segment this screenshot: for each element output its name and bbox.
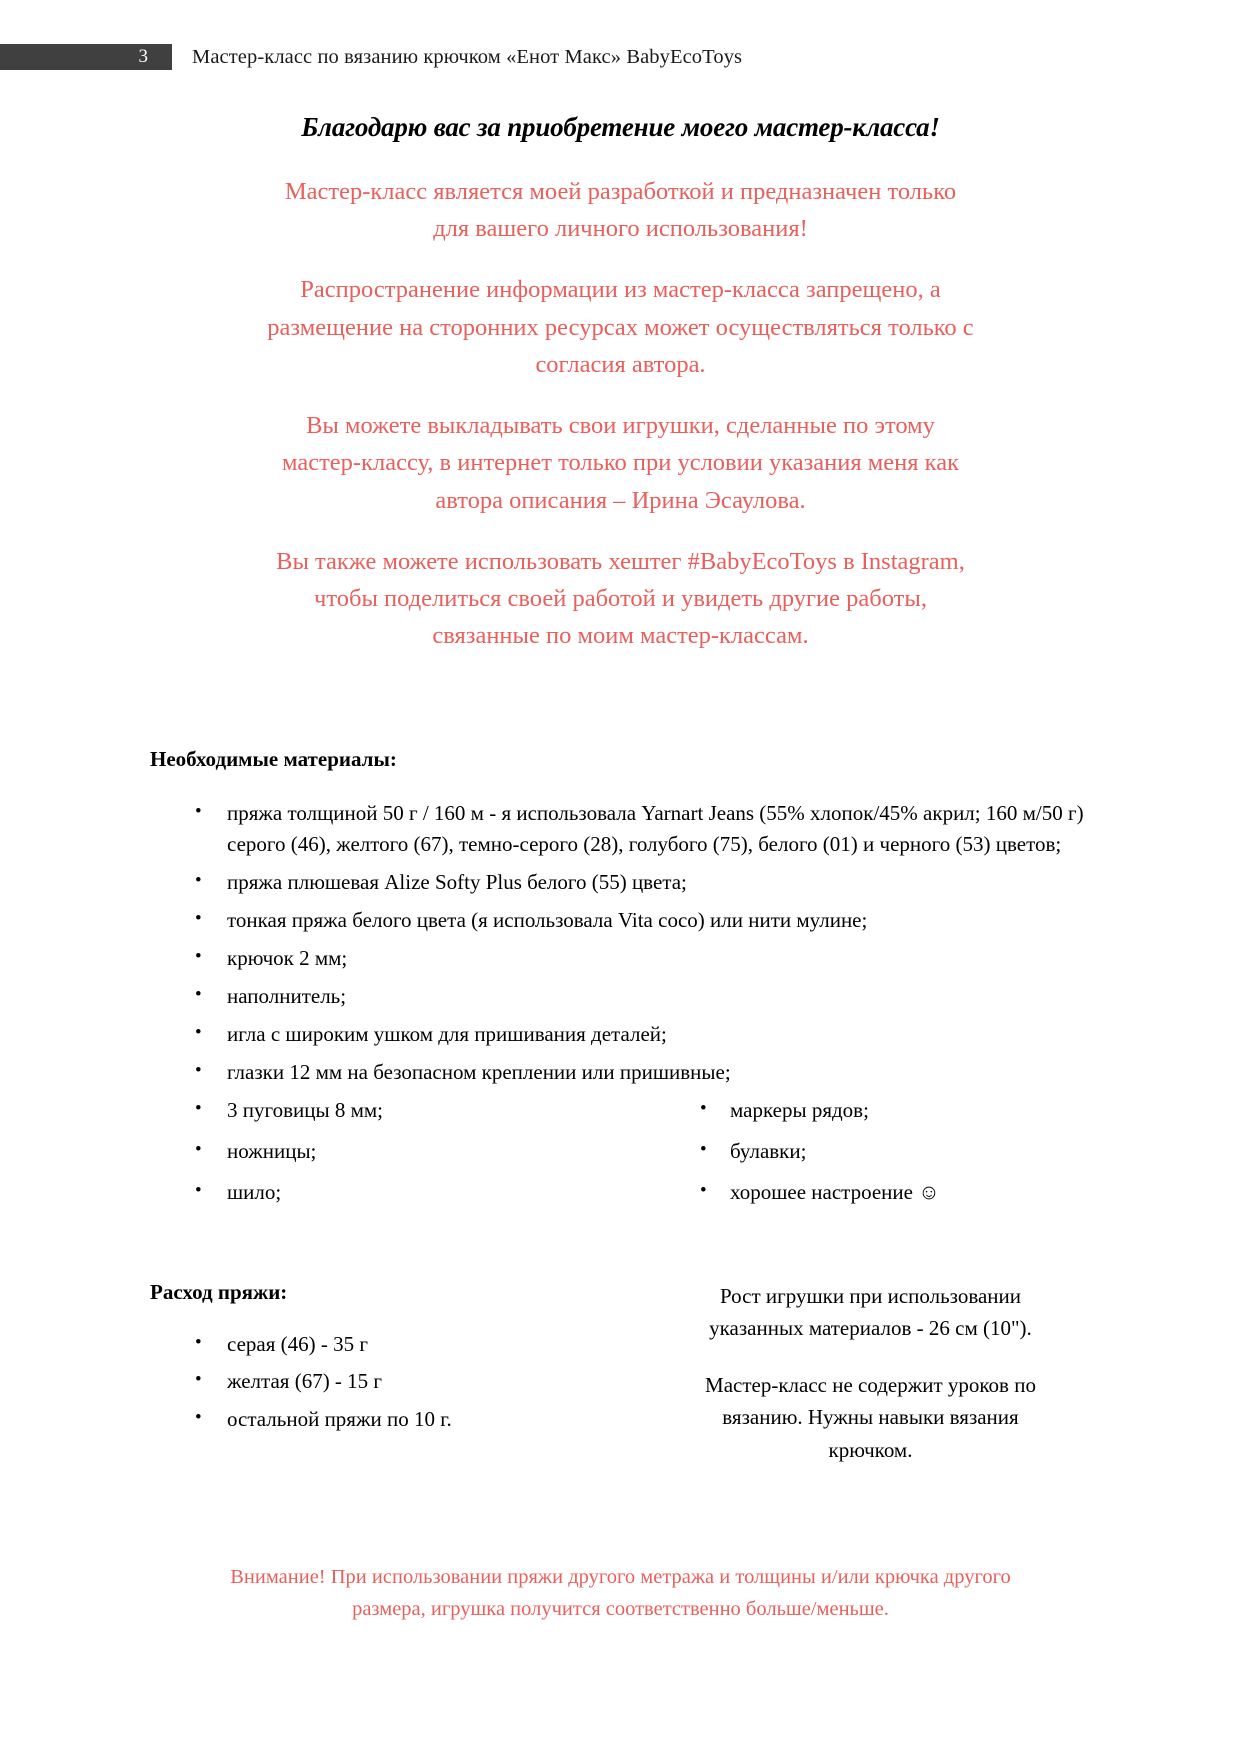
notice-p4-line2: чтобы поделиться своей работой и увидеть другие работы, (314, 585, 927, 613)
yarn-usage-block (150, 1280, 650, 1467)
side-note-skills (650, 1369, 1091, 1467)
notice-p2-line2: размещение на сторонних ресурсах может осуществляться только с (267, 313, 974, 341)
notice-p3-line3: автора описания – Ирина Эсаулова. (435, 486, 806, 514)
list-item: • серая (46) - 35 г (150, 1329, 650, 1361)
notice-p3-line2: мастер-классу, в интернет только при условии указания меня как (282, 449, 959, 477)
running-header (0, 44, 1241, 70)
side-note-size-line1: Рост игрушки при использовании (719, 1283, 1021, 1308)
page-number-badge (0, 44, 172, 70)
side-note-size-line2: указанных материалов - 26 см (10"). (709, 1316, 1032, 1341)
page-number: 3 (138, 46, 148, 67)
notice-paragraph-4 (150, 543, 1091, 655)
materials-list-left (150, 1095, 650, 1209)
list-item: • 3 пуговицы 8 мм; (150, 1095, 650, 1127)
side-notes-block (650, 1280, 1091, 1467)
list-item: • ножницы; (150, 1136, 650, 1168)
list-item: • игла с широким ушком для пришивания деталей; (150, 1019, 1091, 1051)
page-content (150, 100, 1091, 1466)
bottom-warning (150, 1562, 1091, 1626)
list-item: • шило; (150, 1177, 650, 1209)
notice-p2-line3: согласия автора. (535, 350, 706, 378)
notice-p1-line2: для вашего личного использования! (433, 215, 808, 243)
warning-line1: Внимание! При использовании пряжи другого метража и толщины и/или крючка другого (230, 1566, 1011, 1588)
header-title: Мастер-класс по вязанию крючком «Енот Макс» BabyEcoToys (192, 45, 743, 68)
thanks-heading: Благодарю вас за приобретение моего мастер-класса! (301, 112, 940, 142)
materials-column-right (650, 1095, 1091, 1218)
notice-paragraph-2 (150, 271, 1091, 383)
notice-p3-line1: Вы можете выкладывать свои игрушки, сделанные по этому (306, 412, 935, 440)
materials-list (150, 798, 1091, 1089)
side-note-skills-line2: вязанию. Нужны навыки вязания (722, 1405, 1019, 1430)
list-item-good-mood: • хорошее настроение ☺ (650, 1177, 1091, 1209)
list-item: • желтая (67) - 15 г (150, 1366, 650, 1398)
notice-paragraph-3 (150, 407, 1091, 519)
materials-two-column (150, 1095, 1091, 1218)
side-note-skills-line3: крючком. (828, 1437, 913, 1462)
notice-p1-line1: Мастер-класс является моей разработкой и предназначен только (284, 178, 957, 205)
materials-heading: Необходимые материалы: (150, 746, 397, 771)
notice-paragraph-1 (150, 173, 1091, 247)
notice-p4-line1: Вы также можете использовать хештег #BabyEcoToys в Instagram, (276, 547, 965, 575)
list-item: • глазки 12 мм на безопасном креплении или пришивные; (150, 1057, 1091, 1089)
notice-p4-line3: связанные по моим мастер-классам. (432, 622, 809, 650)
list-item: • крючок 2 мм; (150, 943, 1091, 975)
notice-p2-line1: Распространение информации из мастер-класса запрещено, а (300, 276, 941, 304)
materials-list-right (650, 1095, 1091, 1209)
side-note-size (650, 1280, 1091, 1345)
list-item: • булавки; (650, 1136, 1091, 1168)
list-item: • пряжа толщиной 50 г / 160 м - я использовала Yarnart Jeans (55% хлопок/45% акрил; 160 м/50 г) серого (46), желтого (67), темно-серого (28), голубого (75), белого (01) и черного (53) цветов; (150, 798, 1091, 862)
list-item: • наполнитель; (150, 981, 1091, 1013)
side-note-skills-line1: Мастер-класс не содержит уроков по (705, 1372, 1036, 1397)
list-item: • тонкая пряжа белого цвета (я использовала Vita coco) или нити мулине; (150, 905, 1091, 937)
warning-line2: размера, игрушка получится соответственно больше/меньше. (352, 1597, 889, 1620)
yarn-usage-list (150, 1329, 650, 1437)
list-item: • маркеры рядов; (650, 1095, 1091, 1127)
list-item: • остальной пряжи по 10 г. (150, 1404, 650, 1436)
yarn-usage-heading: Расход пряжи: (150, 1279, 288, 1304)
list-item: • пряжа плюшевая Alize Softy Plus белого (55) цвета; (150, 867, 1091, 899)
lower-section (150, 1280, 1091, 1467)
copyright-notice (150, 173, 1091, 655)
materials-column-left (150, 1095, 650, 1218)
